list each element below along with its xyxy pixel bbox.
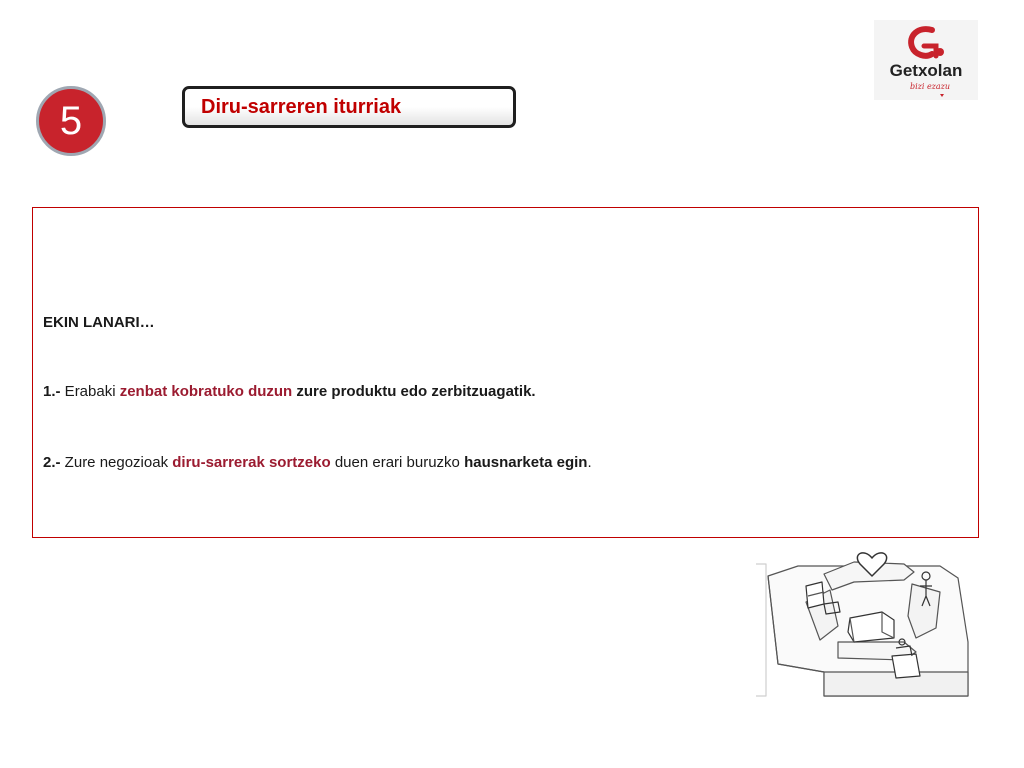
item2-highlight: diru-sarrerak sortzeko — [172, 454, 331, 471]
list-item-2 — [43, 454, 592, 471]
logo-brand-text: Getxolan — [889, 61, 963, 80]
business-model-canvas-sketch-icon — [754, 546, 986, 702]
item1-number: 1.- — [43, 383, 61, 400]
item2-text-a: Zure negozioak — [60, 454, 173, 471]
list-item-1 — [43, 383, 536, 400]
step-number-badge — [36, 86, 106, 156]
content-box — [32, 207, 979, 538]
section-title: Diru-sarreren iturriak — [201, 95, 402, 118]
getxolan-logo — [874, 20, 978, 100]
section-title-box — [182, 86, 516, 128]
content-heading: EKIN LANARI… — [43, 314, 155, 331]
item1-bold: zure produktu edo zerbitzuagatik. — [296, 383, 536, 400]
item2-number: 2.- — [43, 454, 61, 471]
logo-tagline-text: bizi ezazu — [909, 82, 951, 91]
step-number: 5 — [59, 99, 83, 143]
item1-text-a: Erabaki — [60, 383, 120, 400]
item2-text-b: duen erari buruzko — [330, 454, 465, 471]
item1-highlight: zenbat kobratuko duzun — [119, 383, 293, 400]
item2-text-c: . — [587, 454, 592, 471]
item2-bold: hausnarketa egin — [464, 454, 588, 471]
